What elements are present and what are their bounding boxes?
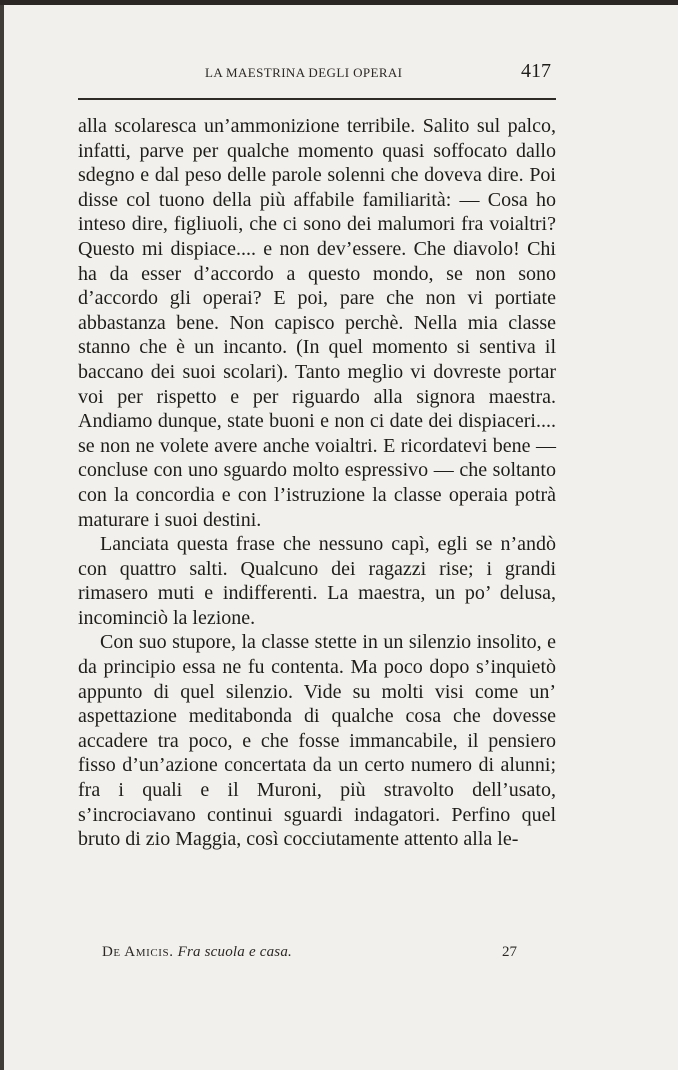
paragraph-1: alla scolaresca un’ammonizione terribile. Salito sul palco, infatti, parve per qualche momento quasi soffocato dallo sdegno e dal peso delle parole solenni che doveva dire. Poi disse col tuono della più affabile familiarità: — Cosa ho inteso dire, figliuoli, che ci sono dei malumori fra voialtri? Questo mi dispiace.... e non dev’essere. Che diavolo! Chi ha da esser d’accordo a questo mondo, se non sono d’accordo gli operai? E poi, pare che non vi portiate abbastanza bene. Non capisco perchè. Nella mia classe stanno che è un incanto. (In quel momento si sentiva il baccano dei suoi scolari). Tanto meglio vi dovreste portar voi per rispetto e per riguardo alla signora maestra. Andiamo dunque, state buoni e non ci date dei dispiaceri.... se non ne volete avere anche voialtri. E ricordatevi bene — concluse con uno sguardo molto espressivo — che soltanto con la concordia e con l’istruzione la classe operaia potrà maturare i suoi destini. (78, 115, 556, 531)
footer (78, 944, 556, 968)
footer-work-title: Fra scuola e casa. (177, 944, 292, 960)
page-number: 417 (521, 60, 551, 82)
printer-signature: 27 (502, 944, 517, 960)
paragraph-2: Lanciata questa frase che nessuno capì, egli se n’andò con quattro salti. Qualcuno dei ragazzi rise; i grandi rimasero muti e indifferenti. La maestra, un po’ delusa, incominciò la lezione. (78, 533, 556, 629)
page-left-edge (0, 0, 4, 1070)
header-rule (78, 98, 556, 100)
footer-author: De Amicis. (102, 944, 174, 960)
body-text (78, 114, 556, 852)
footer-citation (102, 944, 292, 961)
running-header-title: LA MAESTRINA DEGLI OPERAI (205, 65, 403, 80)
page-top-edge (0, 0, 678, 5)
paragraph-3: Con suo stupore, la classe stette in un silenzio insolito, e da principio essa ne fu contenta. Ma poco dopo s’inquietò appunto di quel silenzio. Vide su molti visi come un’ aspettazione meditabonda di qualche cosa che dovesse accadere tra poco, e che fosse immancabile, il pensiero fisso d’un’azione concertata da un certo numero di alunni; fra i quali e il Muroni, più stravolto dell’usato, s’incrociavano continui sguardi indagatori. Perfino quel bruto di zio Maggia, così cocciutamente attento alla le- (78, 631, 556, 851)
